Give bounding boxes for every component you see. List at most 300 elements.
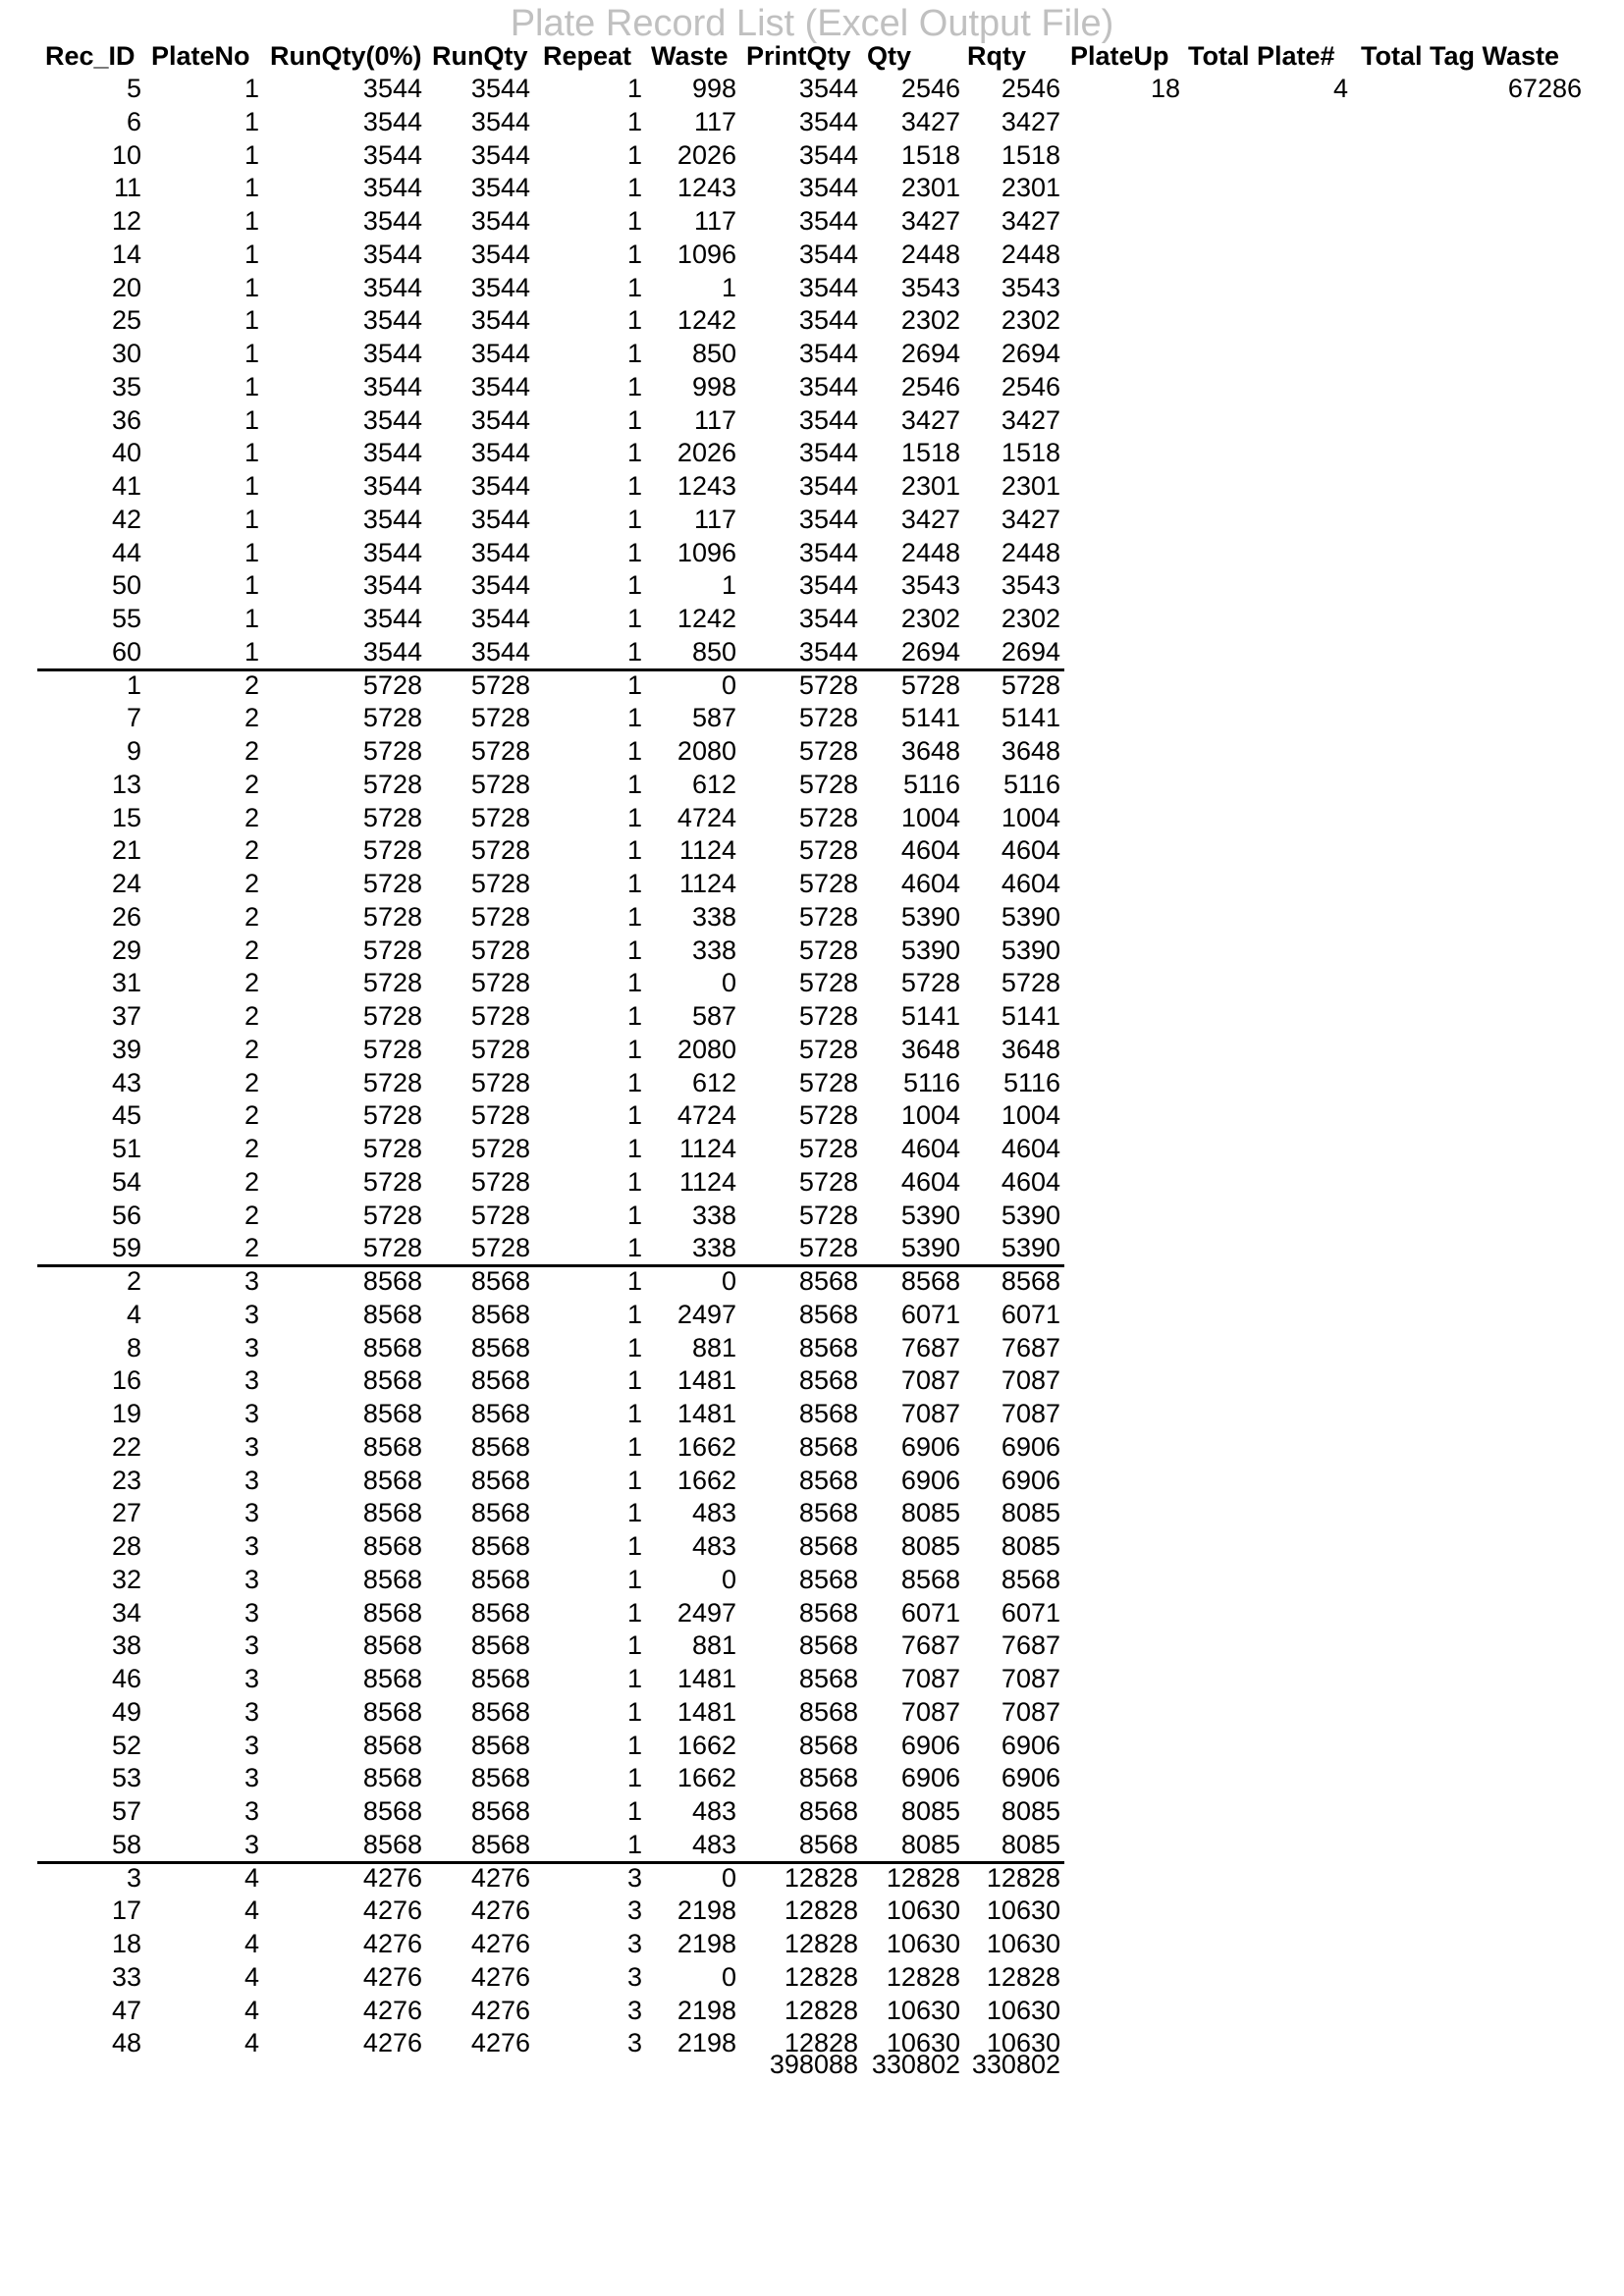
cell-rec-id: 4	[126, 1299, 141, 1329]
cell-rqty: 8085	[1001, 1829, 1060, 1859]
cell-repeat: 1	[626, 404, 642, 435]
cell-waste: 0	[721, 1266, 736, 1296]
table-row	[0, 1795, 1624, 1829]
cell-rec-id: 8	[126, 1332, 141, 1362]
cell-waste: 1243	[677, 471, 736, 501]
cell-run-qty: 4276	[470, 1995, 530, 2025]
cell-run-qty-zero: 8568	[362, 1266, 422, 1296]
table-row	[0, 1067, 1624, 1100]
cell-run-qty: 3544	[470, 471, 530, 501]
cell-waste: 2026	[677, 438, 736, 468]
table-row	[0, 106, 1624, 139]
cell-qty: 3427	[900, 106, 960, 136]
cell-run-qty-zero: 5728	[362, 1233, 422, 1263]
cell-plate-no: 4	[244, 1995, 259, 2025]
cell-plate-no: 2	[244, 736, 259, 766]
cell-waste: 338	[691, 1200, 736, 1230]
cell-rqty: 5390	[1001, 934, 1060, 965]
cell-rqty: 6906	[1001, 1763, 1060, 1793]
cell-plate-no: 3	[244, 1431, 259, 1462]
table-row	[0, 1564, 1624, 1597]
cell-repeat: 3	[626, 1995, 642, 2025]
cell-rec-id: 37	[111, 1001, 141, 1031]
cell-run-qty: 8568	[470, 1763, 530, 1793]
cell-print-qty: 5728	[798, 968, 858, 998]
cell-waste: 881	[691, 1630, 736, 1661]
table-row	[0, 1099, 1624, 1133]
table-row	[0, 73, 1624, 106]
cell-plate-no: 2	[244, 934, 259, 965]
cell-rec-id: 51	[111, 1134, 141, 1163]
cell-print-qty: 8568	[798, 1431, 858, 1462]
cell-repeat: 1	[626, 173, 642, 203]
cell-repeat: 1	[626, 1100, 642, 1131]
cell-repeat: 1	[626, 1399, 642, 1428]
cell-repeat: 1	[626, 703, 642, 733]
cell-qty: 3543	[900, 570, 960, 601]
cell-repeat: 1	[626, 1664, 642, 1693]
cell-plate-no: 1	[244, 636, 259, 667]
cell-print-qty: 3544	[798, 636, 858, 667]
cell-qty: 4604	[900, 835, 960, 866]
cell-repeat: 1	[626, 968, 642, 998]
cell-repeat: 1	[626, 1134, 642, 1163]
cell-run-qty: 5728	[470, 1200, 530, 1230]
table-row	[0, 404, 1624, 438]
cell-run-qty: 5728	[470, 835, 530, 866]
cell-print-qty: 8568	[798, 1597, 858, 1628]
cell-run-qty-zero: 5728	[362, 802, 422, 832]
cell-plate-no: 3	[244, 1730, 259, 1760]
cell-qty: 7087	[900, 1365, 960, 1396]
cell-print-qty: 5728	[798, 1100, 858, 1131]
cell-run-qty-zero: 3544	[362, 504, 422, 534]
header-qty: Qty	[867, 41, 912, 71]
cell-waste: 117	[693, 404, 736, 435]
cell-qty: 2694	[900, 339, 960, 368]
cell-run-qty: 5728	[470, 869, 530, 898]
cell-waste: 998	[691, 371, 736, 401]
cell-rqty: 3427	[1001, 504, 1060, 534]
cell-rec-id: 15	[111, 802, 141, 832]
cell-repeat: 1	[626, 1365, 642, 1396]
cell-run-qty-zero: 5728	[362, 1134, 422, 1163]
cell-print-qty: 8568	[798, 1399, 858, 1428]
cell-waste: 483	[691, 1796, 736, 1826]
cell-qty: 1518	[900, 438, 960, 468]
cell-repeat: 1	[626, 139, 642, 170]
cell-run-qty-zero: 5728	[362, 835, 422, 866]
cell-print-qty: 5728	[798, 1001, 858, 1031]
cell-qty: 2694	[900, 636, 960, 667]
cell-print-qty: 3544	[798, 404, 858, 435]
header-rec-id: Rec_ID	[45, 41, 135, 71]
cell-run-qty: 8568	[470, 1431, 530, 1462]
cell-rqty: 8085	[1001, 1531, 1060, 1561]
cell-qty: 8568	[900, 1564, 960, 1594]
cell-run-qty: 5728	[470, 1166, 530, 1197]
cell-rqty: 2546	[1001, 371, 1060, 401]
cell-repeat: 1	[626, 1796, 642, 1826]
cell-plate-no: 1	[244, 74, 259, 103]
header-rqty: Rqty	[967, 41, 1026, 71]
cell-run-qty: 8568	[470, 1365, 530, 1396]
cell-print-qty: 5728	[798, 835, 858, 866]
cell-plate-no: 1	[244, 471, 259, 501]
cell-run-qty-zero: 3544	[362, 471, 422, 501]
cell-run-qty-zero: 3544	[362, 604, 422, 633]
cell-plate-no: 1	[244, 438, 259, 468]
table-row	[0, 1629, 1624, 1663]
table-row	[0, 338, 1624, 371]
table-row	[0, 304, 1624, 338]
cell-run-qty-zero: 3544	[362, 74, 422, 103]
cell-rqty: 2301	[1001, 471, 1060, 501]
cell-print-qty: 5728	[798, 934, 858, 965]
cell-waste: 1	[721, 272, 736, 302]
cell-repeat: 1	[626, 1431, 642, 1462]
cell-waste: 1124	[678, 869, 736, 898]
cell-print-qty: 8568	[798, 1498, 858, 1528]
cell-print-qty: 8568	[798, 1564, 858, 1594]
table-row	[0, 669, 1624, 703]
cell-run-qty-zero: 8568	[362, 1399, 422, 1428]
cell-waste: 483	[691, 1531, 736, 1561]
table-row	[0, 636, 1624, 669]
cell-waste: 1481	[677, 1399, 736, 1428]
cell-waste: 1481	[677, 1696, 736, 1727]
cell-rec-id: 5	[126, 74, 141, 103]
cell-run-qty-zero: 5728	[362, 968, 422, 998]
cell-rec-id: 53	[111, 1763, 141, 1793]
cell-run-qty-zero: 4276	[362, 1896, 422, 1926]
cell-run-qty: 5728	[470, 802, 530, 832]
header-run-qty-zero: RunQty(0%)	[270, 41, 422, 71]
cell-rqty: 5116	[1002, 769, 1060, 799]
cell-run-qty-zero: 3544	[362, 272, 422, 302]
cell-qty: 2302	[900, 305, 960, 336]
cell-repeat: 1	[626, 1067, 642, 1097]
cell-run-qty-zero: 3544	[362, 239, 422, 269]
cell-waste: 1662	[677, 1431, 736, 1462]
cell-run-qty: 3544	[470, 438, 530, 468]
cell-rqty: 10630	[986, 1929, 1060, 1958]
cell-run-qty: 3544	[470, 604, 530, 633]
cell-print-qty: 3544	[798, 106, 858, 136]
cell-repeat: 1	[626, 438, 642, 468]
cell-waste: 881	[691, 1332, 736, 1362]
cell-repeat: 1	[626, 1465, 642, 1495]
header-total-tag-waste: Total Tag Waste	[1361, 41, 1560, 71]
cell-qty: 8085	[900, 1531, 960, 1561]
cell-plate-no: 2	[244, 901, 259, 932]
cell-qty: 8085	[900, 1829, 960, 1859]
cell-waste: 587	[691, 703, 736, 733]
cell-qty: 10630	[886, 1929, 960, 1958]
cell-plate-no: 2	[244, 869, 259, 898]
cell-qty: 1518	[900, 139, 960, 170]
cell-run-qty: 5728	[470, 736, 530, 766]
cell-repeat: 1	[626, 669, 642, 700]
cell-rec-id: 3	[126, 1862, 141, 1893]
cell-run-qty: 5728	[470, 1067, 530, 1097]
cell-run-qty-zero: 5728	[362, 1067, 422, 1097]
table-row	[0, 1364, 1624, 1398]
cell-plate-no: 3	[244, 1299, 259, 1329]
cell-qty: 3427	[900, 504, 960, 534]
cell-print-qty: 8568	[798, 1696, 858, 1727]
cell-plate-no: 3	[244, 1498, 259, 1528]
cell-print-qty: 3544	[798, 239, 858, 269]
cell-qty: 2302	[900, 604, 960, 633]
cell-plate-no: 1	[244, 239, 259, 269]
table-row	[0, 1862, 1624, 1896]
cell-qty: 5141	[900, 703, 960, 733]
table-row	[0, 1530, 1624, 1564]
cell-rec-id: 31	[111, 968, 141, 998]
table-row	[0, 1663, 1624, 1696]
cell-plate-no: 1	[244, 272, 259, 302]
cell-print-qty: 5728	[798, 736, 858, 766]
cell-plate-no: 4	[244, 1961, 259, 1992]
cell-rec-id: 50	[111, 570, 141, 601]
cell-rec-id: 32	[111, 1564, 141, 1594]
cell-rec-id: 12	[111, 206, 141, 236]
cell-run-qty: 3544	[470, 106, 530, 136]
cell-rqty: 7087	[1001, 1696, 1060, 1727]
cell-rec-id: 6	[126, 106, 141, 136]
cell-print-qty: 3544	[798, 537, 858, 567]
cell-waste: 612	[691, 1067, 736, 1097]
cell-run-qty-zero: 8568	[362, 1365, 422, 1396]
cell-rec-id: 41	[111, 471, 141, 501]
table-row	[0, 1829, 1624, 1862]
cell-repeat: 1	[626, 1034, 642, 1064]
cell-run-qty: 8568	[470, 1664, 530, 1693]
table-row	[0, 735, 1624, 769]
cell-qty: 7687	[900, 1332, 960, 1362]
cell-print-qty: 3544	[798, 173, 858, 203]
cell-rqty: 5390	[1001, 901, 1060, 932]
cell-print-qty: 8568	[798, 1829, 858, 1859]
table-row	[0, 1232, 1624, 1265]
cell-plate-no: 4	[244, 1896, 259, 1926]
cell-rec-id: 57	[111, 1796, 141, 1826]
cell-rqty: 5728	[1001, 669, 1060, 700]
cell-plate-no: 2	[244, 1166, 259, 1197]
cell-print-qty: 3544	[798, 305, 858, 336]
cell-rqty: 7687	[1001, 1630, 1060, 1661]
table-row	[0, 470, 1624, 504]
cell-run-qty: 4276	[470, 1929, 530, 1958]
cell-print-qty: 3544	[798, 272, 858, 302]
cell-qty: 10630	[886, 2028, 960, 2058]
cell-run-qty-zero: 8568	[362, 1531, 422, 1561]
table-row	[0, 239, 1624, 272]
cell-rqty: 8085	[1001, 1796, 1060, 1826]
cell-run-qty-zero: 3544	[362, 570, 422, 601]
cell-waste: 1242	[677, 604, 736, 633]
cell-repeat: 1	[626, 1829, 642, 1859]
cell-rec-id: 25	[111, 305, 141, 336]
table-row	[0, 172, 1624, 205]
cell-waste: 850	[691, 636, 736, 667]
cell-plate-no: 2	[244, 1034, 259, 1064]
cell-plate-no: 2	[244, 1001, 259, 1031]
cell-repeat: 1	[626, 1498, 642, 1528]
cell-rec-id: 38	[111, 1630, 141, 1661]
cell-rqty: 2694	[1001, 636, 1060, 667]
table-row	[0, 504, 1624, 537]
cell-repeat: 1	[626, 305, 642, 336]
cell-rqty: 7087	[1001, 1365, 1060, 1396]
cell-waste: 338	[691, 1233, 736, 1263]
cell-qty: 4604	[900, 1134, 960, 1163]
cell-plate-no: 1	[244, 339, 259, 368]
cell-qty: 12828	[886, 1862, 960, 1893]
cell-run-qty-zero: 8568	[362, 1730, 422, 1760]
cell-rqty: 5141	[1001, 703, 1060, 733]
table-row	[0, 967, 1624, 1000]
cell-run-qty: 8568	[470, 1498, 530, 1528]
cell-qty: 2301	[900, 173, 960, 203]
cell-repeat: 1	[626, 74, 642, 103]
header-repeat: Repeat	[543, 41, 632, 71]
summary-plate-up: 18	[1150, 74, 1180, 103]
cell-qty: 2546	[900, 74, 960, 103]
cell-plate-no: 2	[244, 1233, 259, 1263]
cell-repeat: 3	[626, 2028, 642, 2058]
cell-run-qty-zero: 8568	[362, 1630, 422, 1661]
cell-repeat: 1	[626, 206, 642, 236]
cell-run-qty: 4276	[470, 2028, 530, 2058]
cell-run-qty-zero: 8568	[362, 1299, 422, 1329]
cell-waste: 1662	[677, 1465, 736, 1495]
cell-rec-id: 36	[111, 404, 141, 435]
cell-rec-id: 42	[111, 504, 141, 534]
cell-rec-id: 19	[111, 1399, 141, 1428]
cell-plate-no: 1	[244, 305, 259, 336]
cell-rec-id: 10	[111, 139, 141, 170]
cell-run-qty-zero: 4276	[362, 1961, 422, 1992]
cell-run-qty-zero: 8568	[362, 1763, 422, 1793]
cell-waste: 338	[691, 934, 736, 965]
cell-repeat: 1	[626, 1730, 642, 1760]
cell-plate-no: 1	[244, 404, 259, 435]
cell-run-qty: 3544	[470, 504, 530, 534]
table-row	[0, 1961, 1624, 1995]
cell-waste: 4724	[677, 1100, 736, 1131]
table-row	[0, 1995, 1624, 2028]
cell-waste: 612	[691, 769, 736, 799]
cell-rqty: 6071	[1001, 1299, 1060, 1329]
cell-print-qty: 12828	[784, 1929, 858, 1958]
cell-print-qty: 8568	[798, 1531, 858, 1561]
header-waste: Waste	[651, 41, 729, 71]
cell-run-qty-zero: 4276	[362, 1929, 422, 1958]
cell-print-qty: 8568	[798, 1266, 858, 1296]
cell-qty: 4604	[900, 1166, 960, 1197]
cell-rec-id: 22	[111, 1431, 141, 1462]
cell-plate-no: 4	[244, 1862, 259, 1893]
cell-waste: 338	[691, 901, 736, 932]
cell-print-qty: 5728	[798, 1200, 858, 1230]
cell-print-qty: 5728	[798, 1166, 858, 1197]
cell-qty: 5728	[900, 669, 960, 700]
cell-waste: 1096	[677, 239, 736, 269]
cell-waste: 2080	[677, 1034, 736, 1064]
cell-print-qty: 8568	[798, 1763, 858, 1793]
cell-run-qty: 3544	[470, 239, 530, 269]
cell-rec-id: 45	[111, 1100, 141, 1131]
table-row	[0, 603, 1624, 636]
cell-waste: 1242	[677, 305, 736, 336]
cell-run-qty: 8568	[470, 1332, 530, 1362]
cell-run-qty: 3544	[470, 537, 530, 567]
cell-qty: 5390	[900, 1200, 960, 1230]
cell-qty: 10630	[886, 1995, 960, 2025]
table-row	[0, 1034, 1624, 1067]
cell-print-qty: 8568	[798, 1299, 858, 1329]
cell-run-qty: 8568	[470, 1696, 530, 1727]
cell-print-qty: 3544	[798, 570, 858, 601]
cell-rqty: 1518	[1001, 438, 1060, 468]
cell-plate-no: 2	[244, 769, 259, 799]
table-row	[0, 934, 1624, 968]
cell-repeat: 1	[626, 1630, 642, 1661]
cell-print-qty: 3544	[798, 604, 858, 633]
cell-rqty: 5116	[1002, 1067, 1060, 1097]
cell-repeat: 1	[626, 1233, 642, 1263]
cell-plate-no: 3	[244, 1597, 259, 1628]
cell-rec-id: 35	[111, 371, 141, 401]
cell-rqty: 8568	[1001, 1266, 1060, 1296]
cell-print-qty: 5728	[798, 1034, 858, 1064]
cell-repeat: 1	[626, 106, 642, 136]
cell-repeat: 1	[626, 1166, 642, 1197]
cell-qty: 7687	[900, 1630, 960, 1661]
cell-plate-no: 3	[244, 1763, 259, 1793]
cell-rec-id: 24	[111, 869, 141, 898]
cell-repeat: 1	[626, 901, 642, 932]
cell-run-qty: 8568	[470, 1299, 530, 1329]
cell-qty: 7087	[900, 1664, 960, 1693]
cell-rqty: 6906	[1001, 1431, 1060, 1462]
cell-repeat: 1	[626, 1696, 642, 1727]
cell-rqty: 12828	[986, 1961, 1060, 1992]
cell-plate-no: 2	[244, 1067, 259, 1097]
cell-run-qty-zero: 5728	[362, 1034, 422, 1064]
table-row	[0, 868, 1624, 901]
table-row	[0, 1928, 1624, 1961]
cell-rec-id: 29	[111, 934, 141, 965]
cell-print-qty: 5728	[798, 669, 858, 700]
cell-plate-no: 2	[244, 802, 259, 832]
cell-plate-no: 3	[244, 1630, 259, 1661]
cell-rqty: 6906	[1001, 1730, 1060, 1760]
cell-run-qty-zero: 8568	[362, 1498, 422, 1528]
cell-repeat: 1	[626, 272, 642, 302]
cell-run-qty: 5728	[470, 1134, 530, 1163]
cell-run-qty: 3544	[470, 305, 530, 336]
cell-rec-id: 13	[111, 769, 141, 799]
cell-qty: 10630	[886, 1896, 960, 1926]
cell-run-qty-zero: 8568	[362, 1664, 422, 1693]
cell-rec-id: 7	[126, 703, 141, 733]
cell-print-qty: 8568	[798, 1465, 858, 1495]
cell-waste: 4724	[677, 802, 736, 832]
cell-qty: 6906	[900, 1465, 960, 1495]
